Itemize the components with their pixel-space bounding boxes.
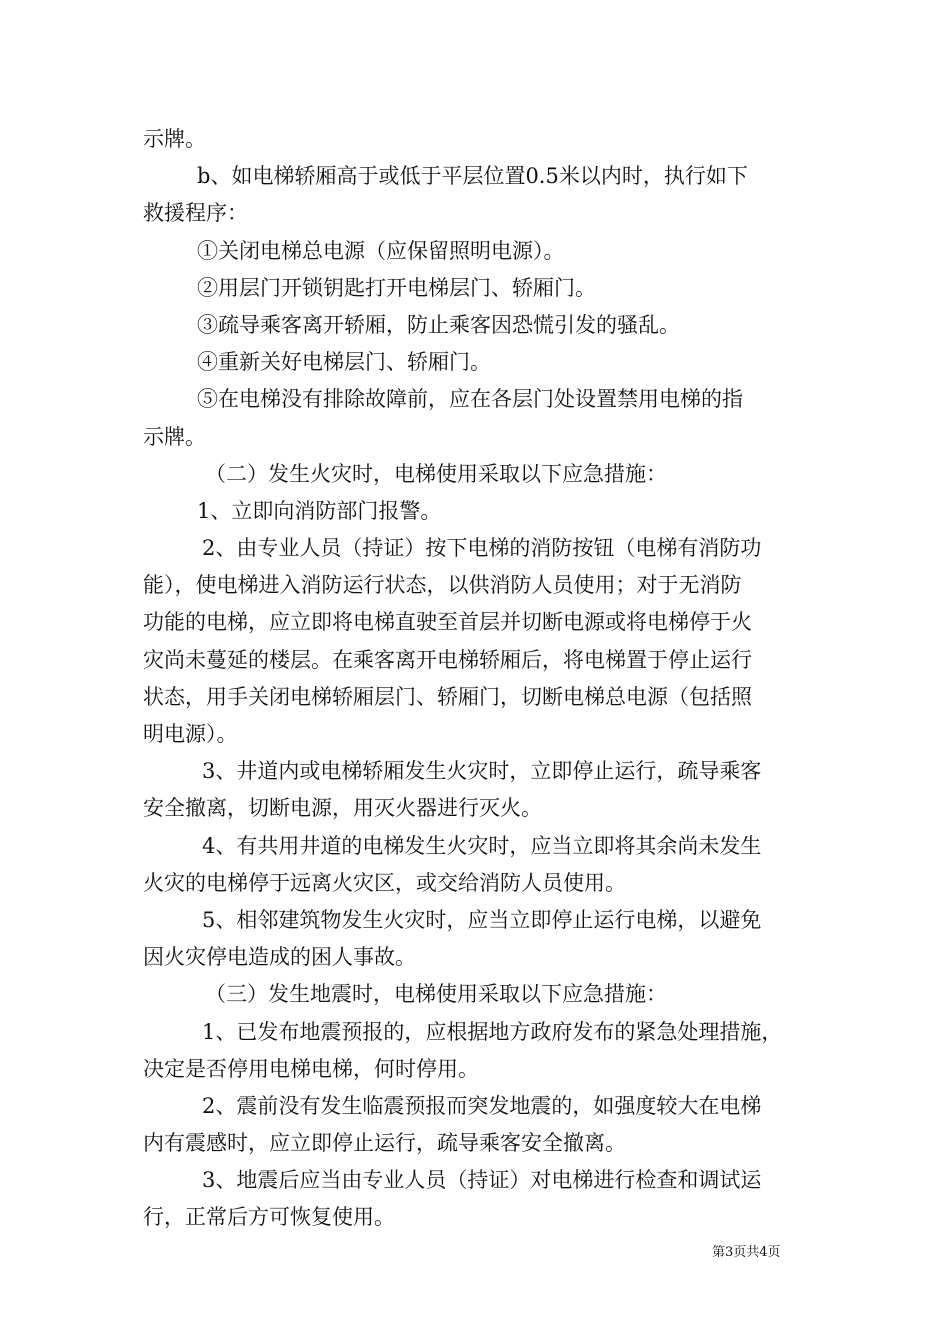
text-line: ④重新关好电梯层门、轿厢门。 bbox=[197, 350, 491, 375]
text-line: 3、地震后应当由专业人员（持证）对电梯进行检查和调试运 bbox=[202, 1168, 762, 1193]
text-line: 行，正常后方可恢复使用。 bbox=[143, 1205, 395, 1230]
text-line: 状态，用手关闭电梯轿厢层门、轿厢门，切断电梯总电源（包括照 bbox=[143, 684, 752, 709]
text-line: 1、立即向消防部门报警。 bbox=[197, 498, 442, 523]
text-line: 2、由专业人员（持证）按下电梯的消防按钮（电梯有消防功 bbox=[202, 536, 762, 561]
text-line: 内有震感时，应立即停止运行，疏导乘客安全撤离。 bbox=[143, 1131, 626, 1156]
text-line: 火灾的电梯停于远离火灾区，或交给消防人员使用。 bbox=[143, 870, 626, 895]
text-line: ⑤在电梯没有排除故障前，应在各层门处设置禁用电梯的指 bbox=[197, 387, 743, 412]
section-heading: （二）发生火灾时，电梯使用采取以下应急措施： bbox=[205, 461, 667, 486]
page-number-footer: 第3页共4页 bbox=[712, 1245, 781, 1260]
text-line: 示牌。 bbox=[143, 424, 206, 449]
text-line: b、如电梯轿厢高于或低于平层位置0.5米以内时，执行如下 bbox=[197, 164, 748, 189]
text-line: 5、相邻建筑物发生火灾时，应当立即停止运行电梯，以避免 bbox=[202, 907, 762, 932]
text-line: 明电源）。 bbox=[143, 722, 238, 746]
text-line: ③疏导乘客离开轿厢，防止乘客因恐慌引发的骚乱。 bbox=[197, 312, 680, 337]
text-line: 能），使电梯进入消防运行状态，以供消防人员使用；对于无消防 bbox=[143, 573, 742, 598]
text-line: 3、井道内或电梯轿厢发生火灾时，立即停止运行，疏导乘客 bbox=[202, 759, 762, 784]
text-line: 功能的电梯，应立即将电梯直驶至首层并切断电源或将电梯停于火 bbox=[143, 610, 752, 635]
text-line: 4、有共用井道的电梯发生火灾时，应当立即将其余尚未发生 bbox=[202, 833, 762, 858]
text-line: 救援程序： bbox=[143, 201, 248, 226]
text-line: 1、已发布地震预报的，应根据地方政府发布的紧急处理措施， bbox=[202, 1019, 783, 1044]
text-line: 因火灾停电造成的困人事故。 bbox=[143, 945, 416, 970]
text-line: 2、震前没有发生临震预报而突发地震的，如强度较大在电梯 bbox=[202, 1093, 762, 1118]
section-heading: （三）发生地震时，电梯使用采取以下应急措施： bbox=[205, 982, 667, 1007]
text-line: ①关闭电梯总电源（应保留照明电源）。 bbox=[197, 238, 565, 263]
text-line: 决定是否停用电梯电梯，何时停用。 bbox=[143, 1056, 479, 1081]
text-line: 示牌。 bbox=[143, 127, 206, 151]
text-line: 灾尚未蔓延的楼层。在乘客离开电梯轿厢后，将电梯置于停止运行 bbox=[143, 647, 752, 672]
text-line: 安全撤离，切断电源，用灭火器进行灭火。 bbox=[143, 796, 542, 821]
document-body bbox=[143, 121, 808, 1237]
text-line: ②用层门开锁钥匙打开电梯层门、轿厢门。 bbox=[197, 275, 596, 300]
